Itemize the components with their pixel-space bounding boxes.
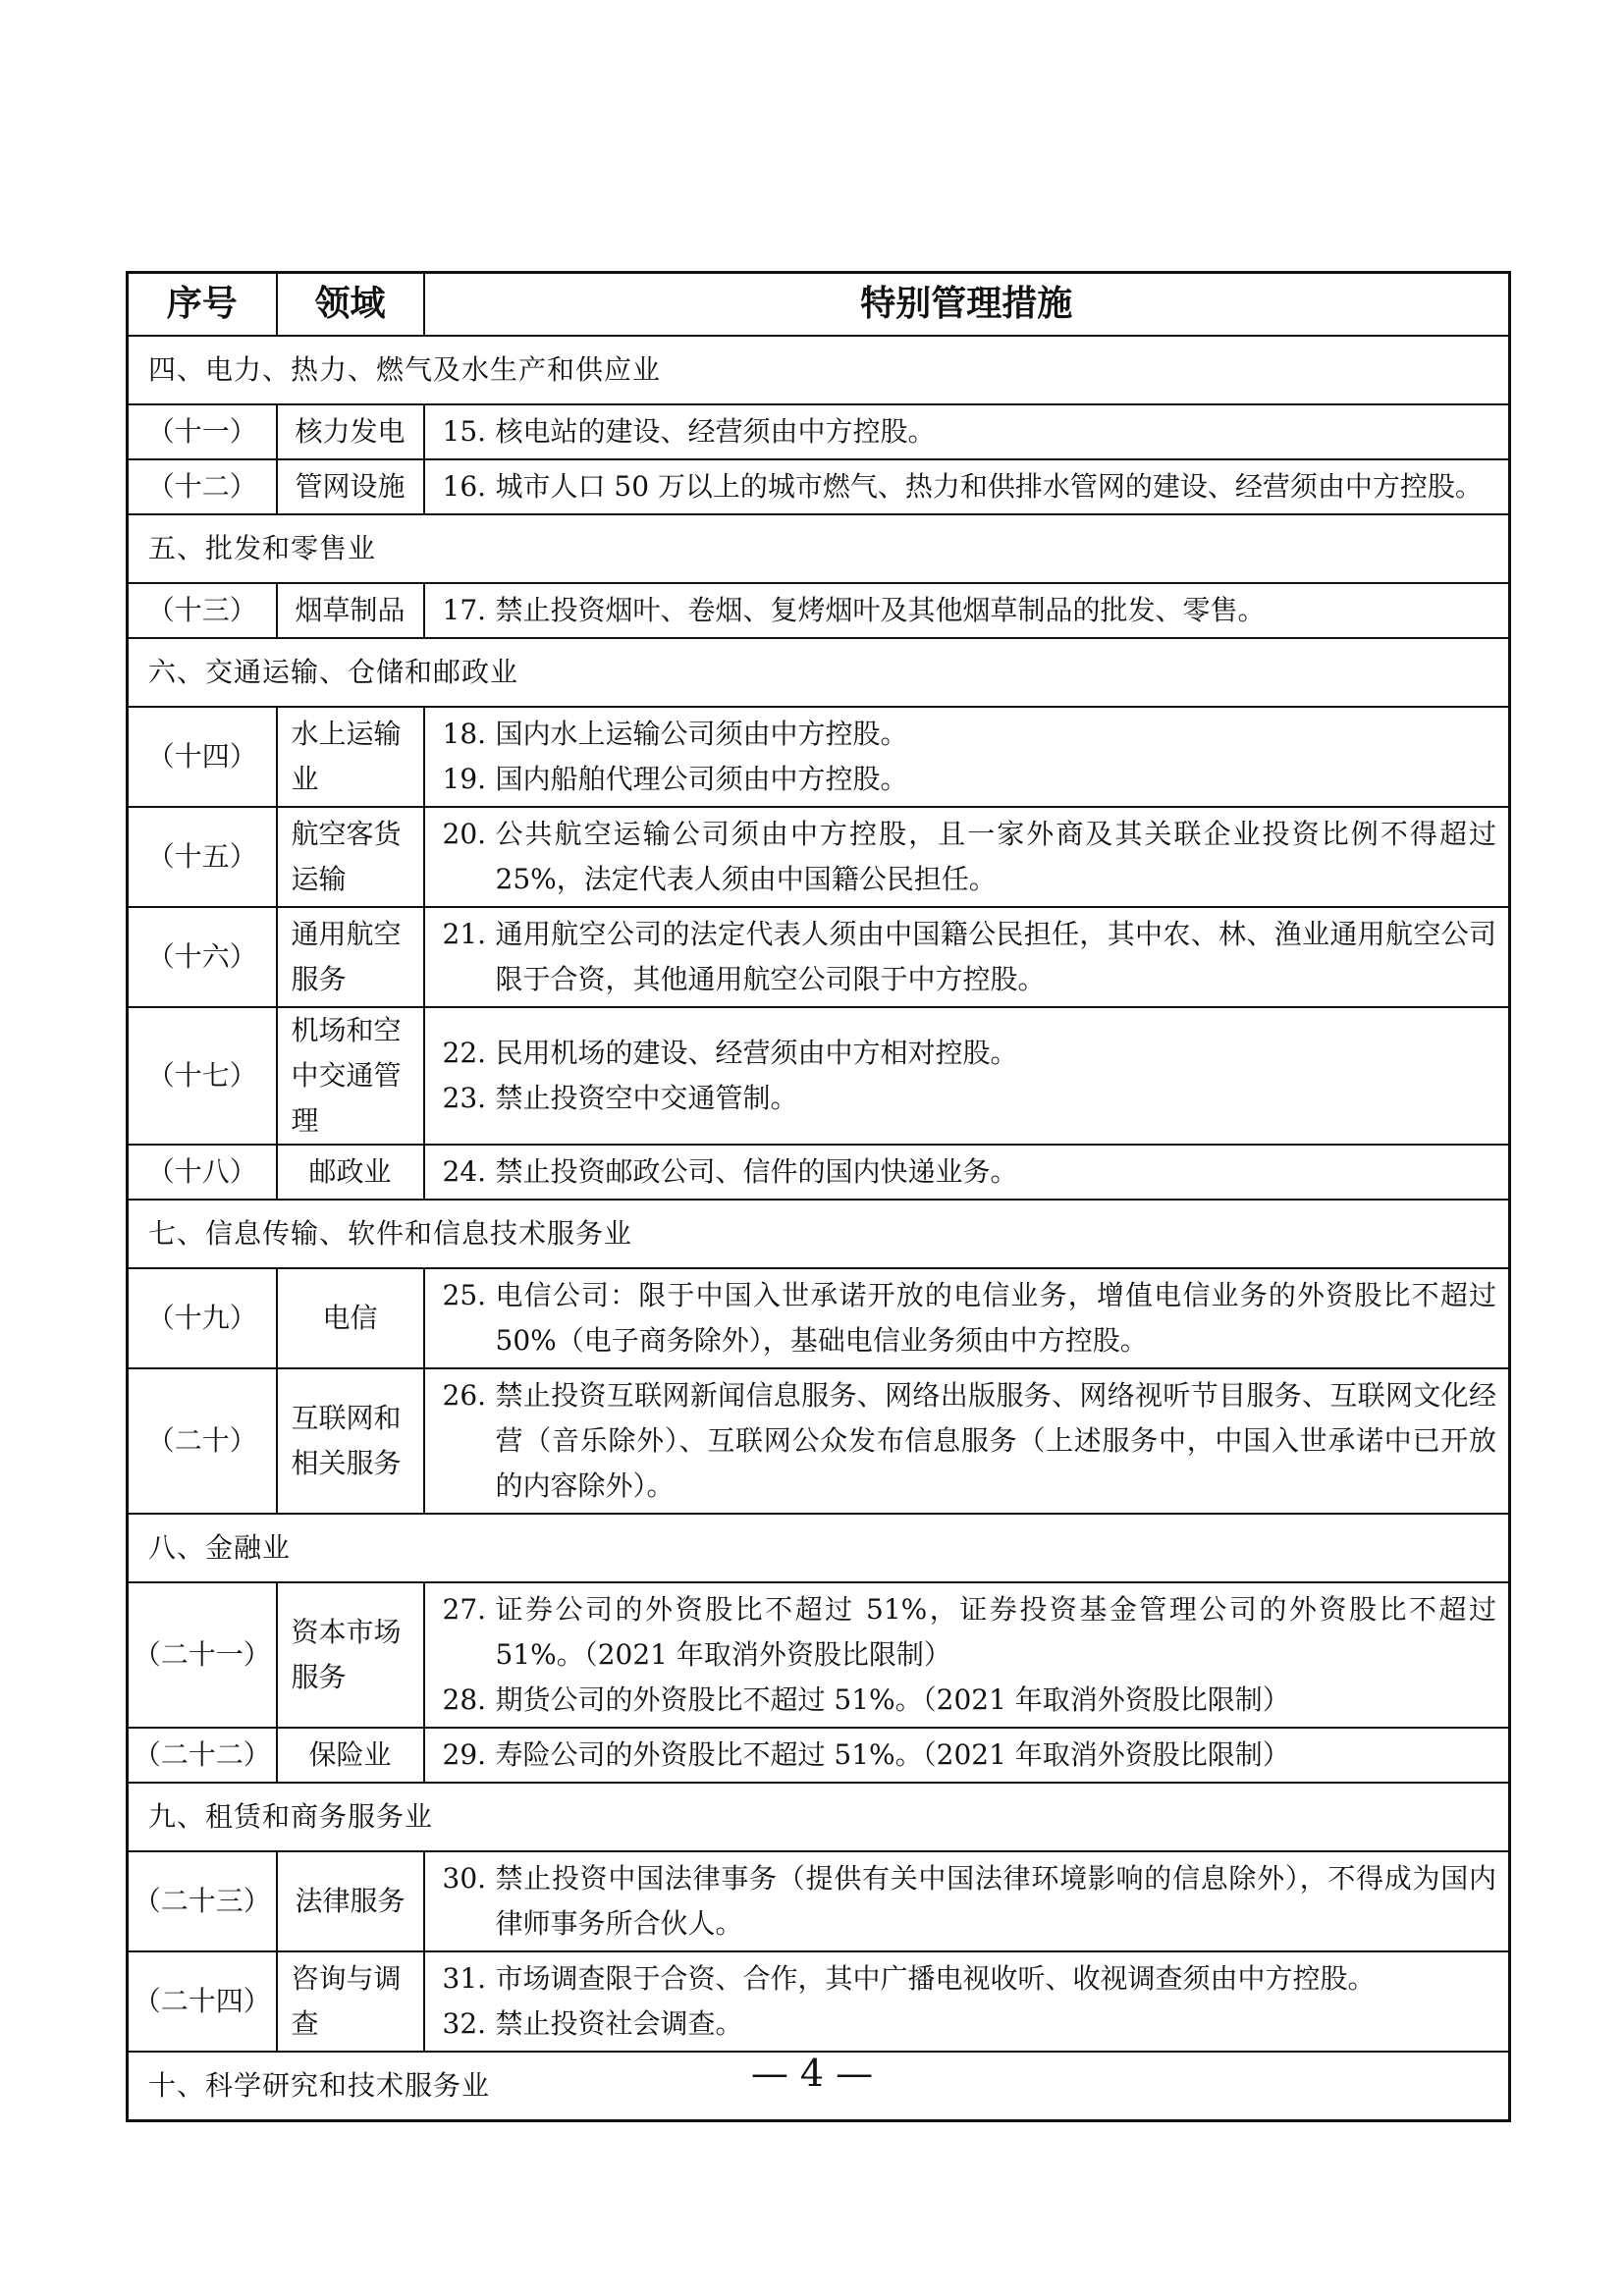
measure-item xyxy=(443,912,1497,1002)
table-row xyxy=(128,1582,1510,1728)
table-row xyxy=(128,1951,1510,2052)
row-number: （十六） xyxy=(128,907,277,1007)
measure-number: 25. xyxy=(442,1279,487,1311)
row-measures xyxy=(424,1145,1510,1200)
measure-number: 17. xyxy=(442,594,487,626)
measure-text: 市场调查限于合资、合作，其中广播电视收听、收视调查须由中方控股。 xyxy=(495,1962,1376,1995)
section-row xyxy=(128,638,1510,707)
row-field: 航空客货运输 xyxy=(277,807,424,907)
measure-item xyxy=(443,1956,1497,2002)
row-measures xyxy=(424,907,1510,1007)
table-row xyxy=(128,707,1510,807)
table-row xyxy=(128,807,1510,907)
measure-number: 21. xyxy=(442,918,487,950)
header-no: 序号 xyxy=(128,273,277,337)
section-title: 九、租赁和商务服务业 xyxy=(128,1783,1510,1851)
table-row xyxy=(128,1145,1510,1200)
measure-number: 18. xyxy=(442,718,487,750)
section-row xyxy=(128,514,1510,583)
row-number: （十四） xyxy=(128,707,277,807)
row-number: （二十二） xyxy=(128,1728,277,1783)
measure-text: 禁止投资邮政公司、信件的国内快递业务。 xyxy=(495,1155,1018,1188)
measure-item xyxy=(443,464,1497,509)
row-measures xyxy=(424,707,1510,807)
page-number: — 4 — xyxy=(750,2052,874,2095)
row-measures xyxy=(424,404,1510,459)
section-title: 七、信息传输、软件和信息技术服务业 xyxy=(128,1200,1510,1268)
measure-text: 通用航空公司的法定代表人须由中国籍公民担任，其中农、林、渔业通用航空公司限于合资，其他通用航空公司限于中方控股。 xyxy=(495,918,1496,995)
row-field: 咨询与调查 xyxy=(277,1951,424,2052)
row-field: 电信 xyxy=(277,1268,424,1368)
measure-number: 27. xyxy=(442,1593,487,1626)
row-measures xyxy=(424,583,1510,638)
table-row xyxy=(128,1851,1510,1951)
measure-text: 公共航空运输公司须由中方控股，且一家外商及其关联企业投资比例不得超过 25%，法定代表人须由中国籍公民担任。 xyxy=(495,818,1496,895)
measure-item xyxy=(443,1678,1497,1723)
measure-text: 禁止投资烟叶、卷烟、复烤烟叶及其他烟草制品的批发、零售。 xyxy=(495,594,1266,626)
measure-number: 32. xyxy=(442,2007,487,2040)
measure-text: 国内船舶代理公司须由中方控股。 xyxy=(495,763,908,795)
row-measures xyxy=(424,1951,1510,2052)
table-row xyxy=(128,1268,1510,1368)
row-measures xyxy=(424,1368,1510,1514)
measure-item xyxy=(443,2002,1497,2047)
measure-item xyxy=(443,409,1497,454)
section-title: 六、交通运输、仓储和邮政业 xyxy=(128,638,1510,707)
measure-text: 禁止投资社会调查。 xyxy=(495,2007,743,2040)
row-number: （二十） xyxy=(128,1368,277,1514)
row-field: 法律服务 xyxy=(277,1851,424,1951)
table-row xyxy=(128,1728,1510,1783)
table-row xyxy=(128,404,1510,459)
row-field: 水上运输业 xyxy=(277,707,424,807)
measure-number: 26. xyxy=(442,1379,487,1412)
row-field: 资本市场服务 xyxy=(277,1582,424,1728)
section-row xyxy=(128,336,1510,404)
measure-number: 15. xyxy=(442,415,487,448)
header-field: 领域 xyxy=(277,273,424,337)
row-measures xyxy=(424,1268,1510,1368)
table-row xyxy=(128,907,1510,1007)
measure-item xyxy=(443,1587,1497,1678)
measure-item xyxy=(443,757,1497,802)
measure-number: 20. xyxy=(442,818,487,850)
measures-table xyxy=(126,271,1511,2122)
measure-text: 证券公司的外资股比不超过 51%，证券投资基金管理公司的外资股比不超过 51%。（2021 年取消外资股比限制） xyxy=(495,1593,1496,1671)
measure-text: 禁止投资空中交通管制。 xyxy=(495,1082,798,1114)
table-body xyxy=(128,336,1510,2121)
row-number: （十九） xyxy=(128,1268,277,1368)
row-number: （十一） xyxy=(128,404,277,459)
row-number: （十五） xyxy=(128,807,277,907)
measure-item xyxy=(443,1273,1497,1363)
table-row xyxy=(128,583,1510,638)
measure-item xyxy=(443,712,1497,757)
measure-item xyxy=(443,1733,1497,1778)
measure-item xyxy=(443,588,1497,633)
measure-number: 24. xyxy=(442,1155,487,1188)
row-number: （十七） xyxy=(128,1007,277,1145)
measure-item xyxy=(443,812,1497,902)
section-title: 十、科学研究和技术服务业 xyxy=(128,2052,1510,2121)
section-title: 五、批发和零售业 xyxy=(128,514,1510,583)
row-measures xyxy=(424,807,1510,907)
row-field: 管网设施 xyxy=(277,459,424,514)
row-measures xyxy=(424,1851,1510,1951)
row-measures xyxy=(424,459,1510,514)
measure-item xyxy=(443,1076,1497,1121)
measure-number: 28. xyxy=(442,1683,487,1716)
measure-number: 30. xyxy=(442,1862,487,1895)
row-number: （十三） xyxy=(128,583,277,638)
measure-text: 城市人口 50 万以上的城市燃气、热力和供排水管网的建设、经营须由中方控股。 xyxy=(495,470,1483,503)
header-measures: 特别管理措施 xyxy=(424,273,1510,337)
row-measures xyxy=(424,1582,1510,1728)
measure-item xyxy=(443,1149,1497,1195)
table-row xyxy=(128,459,1510,514)
measure-number: 31. xyxy=(442,1962,487,1995)
measure-number: 16. xyxy=(442,470,487,503)
table-row xyxy=(128,1368,1510,1514)
row-field: 机场和空中交通管理 xyxy=(277,1007,424,1145)
section-row xyxy=(128,1514,1510,1582)
measure-text: 民用机场的建设、经营须由中方相对控股。 xyxy=(495,1037,1018,1069)
measure-text: 寿险公司的外资股比不超过 51%。（2021 年取消外资股比限制） xyxy=(495,1738,1290,1771)
measure-item xyxy=(443,1856,1497,1947)
row-number: （二十三） xyxy=(128,1851,277,1951)
table-header-row xyxy=(128,273,1510,337)
measure-number: 23. xyxy=(442,1082,487,1114)
measure-text: 期货公司的外资股比不超过 51%。（2021 年取消外资股比限制） xyxy=(495,1683,1290,1716)
row-field: 通用航空服务 xyxy=(277,907,424,1007)
row-field: 互联网和相关服务 xyxy=(277,1368,424,1514)
row-field: 保险业 xyxy=(277,1728,424,1783)
measure-item xyxy=(443,1031,1497,1076)
measure-number: 19. xyxy=(442,763,487,795)
row-number: （二十一） xyxy=(128,1582,277,1728)
measure-text: 禁止投资互联网新闻信息服务、网络出版服务、网络视听节目服务、互联网文化经营（音乐除外）、互联网公众发布信息服务（上述服务中，中国入世承诺中已开放的内容除外）。 xyxy=(495,1379,1496,1502)
row-number: （二十四） xyxy=(128,1951,277,2052)
measure-number: 22. xyxy=(442,1037,487,1069)
section-row xyxy=(128,1200,1510,1268)
section-title: 八、金融业 xyxy=(128,1514,1510,1582)
row-number: （十二） xyxy=(128,459,277,514)
measure-text: 禁止投资中国法律事务（提供有关中国法律环境影响的信息除外），不得成为国内律师事务所合伙人。 xyxy=(495,1862,1496,1940)
measure-text: 核电站的建设、经营须由中方控股。 xyxy=(495,415,936,448)
measure-text: 国内水上运输公司须由中方控股。 xyxy=(495,718,908,750)
row-field: 核力发电 xyxy=(277,404,424,459)
row-measures xyxy=(424,1007,1510,1145)
measure-item xyxy=(443,1373,1497,1509)
section-row xyxy=(128,1783,1510,1851)
row-number: （十八） xyxy=(128,1145,277,1200)
row-measures xyxy=(424,1728,1510,1783)
measure-text: 电信公司：限于中国入世承诺开放的电信业务，增值电信业务的外资股比不超过 50%（电子商务除外），基础电信业务须由中方控股。 xyxy=(495,1279,1496,1357)
section-title: 四、电力、热力、燃气及水生产和供应业 xyxy=(128,336,1510,404)
row-field: 邮政业 xyxy=(277,1145,424,1200)
table-row xyxy=(128,1007,1510,1145)
measure-number: 29. xyxy=(442,1738,487,1771)
row-field: 烟草制品 xyxy=(277,583,424,638)
